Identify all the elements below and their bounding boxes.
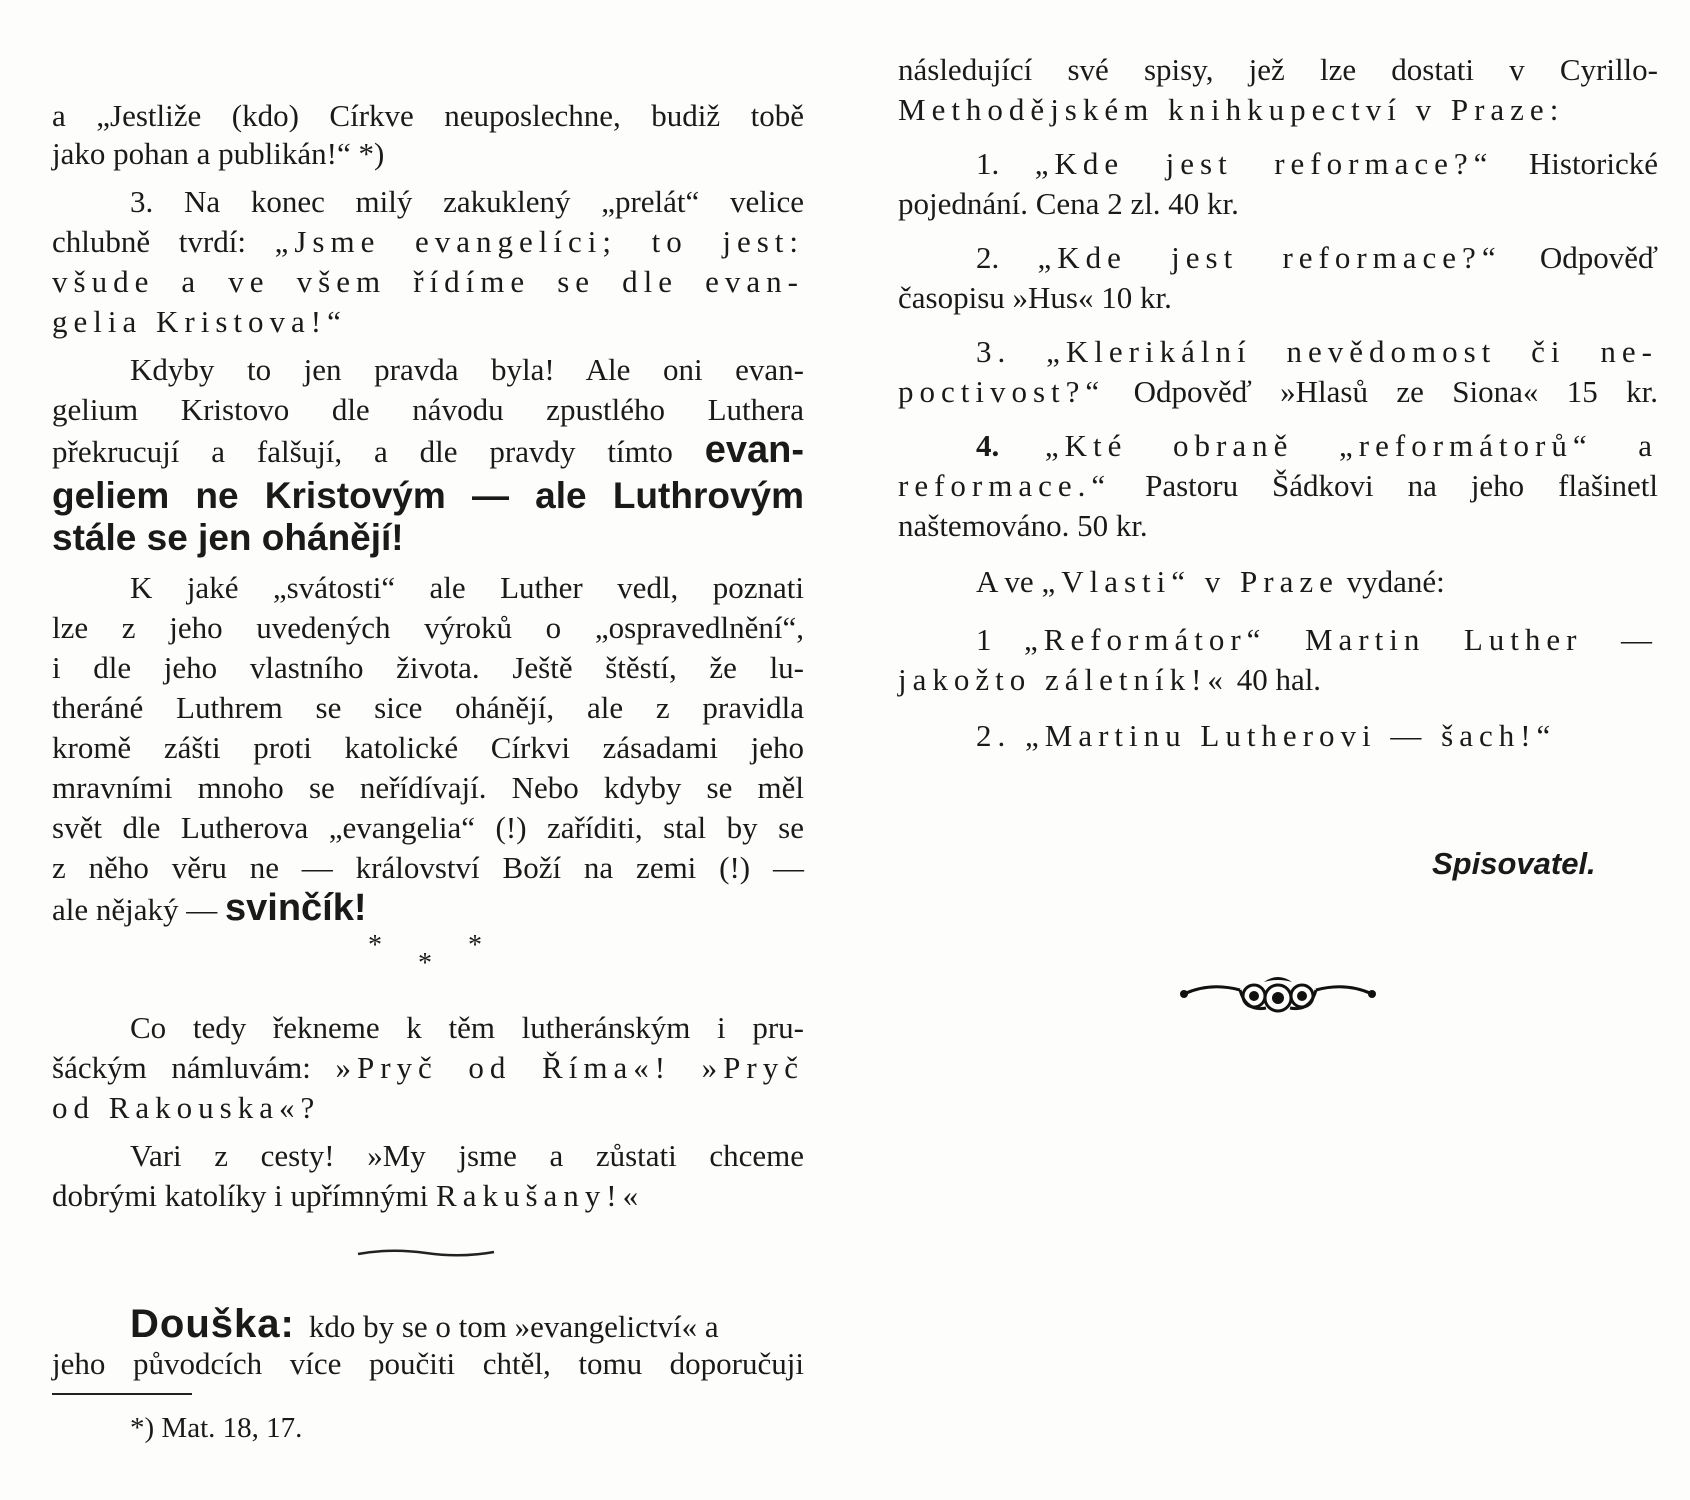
spaced-text: jakožto záletník!«	[898, 662, 1229, 697]
text-line: jako pohan a publikán!“ *)	[52, 136, 385, 171]
text-line	[898, 426, 1658, 466]
text-line	[898, 466, 1658, 506]
section-divider	[356, 1246, 496, 1260]
text-span: šáckým námluvám:	[52, 1050, 336, 1085]
spaced-text: „Vlasti“ v Praze	[1041, 564, 1339, 599]
text-span: 1.	[976, 146, 1035, 181]
spaced-text-line: 2. „Martinu Lutherovi — šach!“	[976, 718, 1557, 753]
bold-text: evan-	[704, 429, 804, 471]
spaced-text-line: gelia Kristova!“	[52, 304, 347, 339]
text-line	[898, 660, 1658, 700]
spaced-text-line: všude a ve všem řídíme se dle evan-	[52, 264, 804, 299]
text-span: překrucují a falšují, a dle pravdy tímto	[52, 434, 705, 469]
text-line: theráné Luthrem se sice ohánějí, ale z pravidla	[52, 690, 804, 725]
bold-text: svinčík!	[225, 887, 367, 929]
spaced-text-line: od Rakouska«?	[52, 1090, 321, 1125]
text-span: Pastoru Šádkovi na jeho flašinetl	[1111, 468, 1658, 503]
douska-label: Douška:	[130, 1302, 295, 1346]
text-line: K jaké „svátosti“ ale Luther vedl, poznati	[130, 570, 804, 605]
bold-text-line: geliem ne Kristovým — ale Luthrovým	[52, 475, 804, 516]
text-line	[52, 1300, 804, 1348]
text-line: i dle jeho vlastního života. Ještě štěstí, že lu-	[52, 650, 804, 685]
footnote-rule	[52, 1393, 192, 1395]
text-line: svět dle Lutherova „evangelia“ (!) zaříditi, stal by se	[52, 810, 804, 845]
text-line: následující své spisy, jež lze dostati v Cyrillo-	[898, 52, 1658, 87]
text-line: jeho původcích více poučiti chtěl, tomu doporučuji	[52, 1346, 804, 1381]
bold-text-line: stále se jen ohánějí!	[52, 517, 404, 558]
text-line: z něho věru ne — království Boží na zemi (!) —	[52, 850, 804, 885]
text-line: mravními mnoho se neřídívají. Nebo kdyby se měl	[52, 770, 804, 805]
text-line: Kdyby to jen pravda byla! Ale oni evan-	[130, 352, 804, 387]
text-line	[52, 430, 804, 470]
text-span: A ve	[976, 564, 1042, 599]
text-line: gelium Kristovo dle návodu zpustlého Luthera	[52, 392, 804, 427]
spaced-text: „Kde jest reformace?“	[1037, 240, 1502, 275]
spaced-text: reformace.“	[898, 468, 1112, 503]
text-line	[898, 144, 1658, 184]
text-line: pojednání. Cena 2 zl. 40 kr.	[898, 186, 1239, 221]
text-line	[52, 1176, 804, 1216]
text-line	[898, 238, 1658, 278]
spaced-text: »Pryč od Říma«! »Pryč	[335, 1050, 804, 1085]
spaced-text-line: 3. „Klerikální nevědomost či ne-	[976, 334, 1658, 369]
spaced-text: poctivost?“	[898, 374, 1106, 409]
text-span: chlubně tvrdí:	[52, 224, 275, 259]
ornament-icon	[1180, 968, 1376, 1020]
text-line: naštemováno. 50 kr.	[898, 508, 1148, 543]
text-line	[52, 1048, 804, 1088]
spaced-text-line: Methodějském knihkupectví v Praze:	[898, 92, 1565, 127]
spaced-text: „Reformátor“ Martin Luther —	[1024, 622, 1659, 657]
text-span: Odpověď »Hlasů ze Siona« 15 kr.	[1105, 374, 1658, 409]
text-span: 40 hal.	[1228, 662, 1322, 697]
text-span: 1	[976, 622, 1025, 657]
text-span: ale nějaký —	[52, 892, 226, 927]
text-span: kdo by se o tom »evangelictví« a	[308, 1309, 719, 1344]
footnote: *) Mat. 18, 17.	[130, 1412, 303, 1444]
asterism-star: *	[468, 930, 482, 961]
spaced-text: „Kté obraně „reformátorů“ a	[999, 428, 1658, 463]
text-line	[52, 222, 804, 262]
spaced-text: „Kde jest reformace?“	[1034, 146, 1494, 181]
text-line: Vari z cesty! »My jsme a zůstati chceme	[130, 1138, 804, 1173]
text-line: 3. Na konec milý zakuklený „prelát“ velice	[130, 184, 804, 219]
text-span: dobrými katolíky i upřímnými	[52, 1178, 437, 1213]
asterism-star: *	[368, 930, 382, 961]
text-span: vydané:	[1338, 564, 1445, 599]
signature: Spisovatel.	[1432, 846, 1596, 881]
text-line	[898, 372, 1658, 412]
text-line	[52, 888, 804, 928]
spaced-text: Rakušany!«	[436, 1178, 645, 1213]
text-line	[898, 620, 1658, 660]
text-line: lze z jeho uvedených výroků o „ospravedlnění“,	[52, 610, 804, 645]
text-span: 2.	[976, 240, 1038, 275]
text-line: a „Jestliže (kdo) Církve neuposlechne, budiž tobě	[52, 98, 804, 133]
text-line	[898, 562, 1658, 602]
asterism-star: *	[418, 948, 432, 979]
text-span: Historické	[1493, 146, 1659, 181]
spaced-text: „Jsme evangelíci; to jest:	[274, 224, 804, 259]
bold-number: 4.	[976, 428, 1000, 463]
text-span: Odpověď	[1501, 240, 1659, 275]
text-line: časopisu »Hus« 10 kr.	[898, 280, 1172, 315]
text-line: kromě zášti proti katolické Církvi zásadami jeho	[52, 730, 804, 765]
text-line: Co tedy řekneme k těm lutheránským i pru-	[130, 1010, 804, 1045]
